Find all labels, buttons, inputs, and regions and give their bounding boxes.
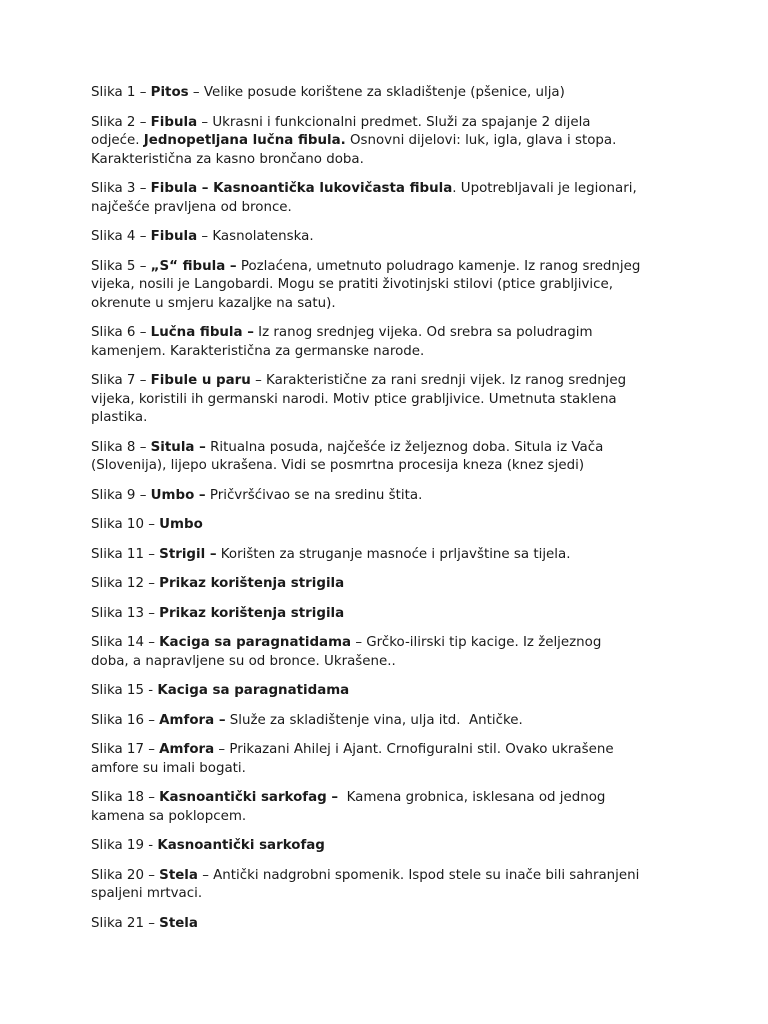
entry-slika-12 — [91, 575, 691, 594]
term: Kasnoantički sarkofag – — [159, 790, 339, 805]
term: Amfora – — [159, 712, 226, 728]
text-run: Slika 11 – — [91, 546, 160, 562]
term: Amfora — [159, 742, 215, 757]
text-run: Iz ranog srednjeg vijeka. Od srebra sa poludragim kamenjem. Karakteristična za germanske narode. — [91, 325, 593, 359]
text-run: Slika 18 – — [91, 790, 160, 805]
text-run: Slika 14 – — [91, 635, 160, 650]
text-run: Slika 12 – — [91, 576, 160, 591]
text-run: – Karakteristične za rani srednji vijek. Iz ranog srednjeg vijeka, koristili ih germanski narodi. Motiv ptice grabljivice. Umetnuta staklena plastika. — [91, 373, 627, 425]
text-run: Slika 19 - — [91, 838, 158, 853]
text-run: – Grčko-ilirski tip kacige. Iz željeznog doba, a napravljene su od bronce. Ukrašene.. — [91, 635, 602, 669]
text-run: Slika 5 – — [91, 258, 151, 274]
text-run: Osnovni dijelovi: luk, igla, glava i stopa. Karakteristična za kasno brončano doba. — [91, 133, 617, 167]
text-run: Korišten za struganje masnoće i prljavštine sa tijela. — [216, 546, 571, 562]
text-run: Pozlaćena, umetnuto poludrago kamenje. Iz ranog srednjeg vijeka, nosili je Langobardi. Mogu se pratiti životinjski stilovi (ptice grabljivice, okrenute u smjeru kazaljke na satu). — [91, 258, 641, 311]
entry-slika-17 — [91, 741, 691, 778]
entry-slika-1 — [91, 84, 691, 103]
entry-slika-8 — [91, 439, 691, 476]
text-run: – Ukrasni i funkcionalni predmet. Služi za spajanje 2 dijela odjeće. — [91, 114, 591, 148]
term: Fibula – Kasnoantička lukovičasta fibula — [150, 181, 453, 196]
document-page — [91, 84, 691, 944]
text-run: Slika 2 – — [91, 114, 151, 130]
text-run: . Upotrebljavali je legionari, najčešće pravljena od bronce. — [91, 181, 637, 215]
term: Situla – — [150, 439, 206, 455]
text-run: – Velike posude korištene za skladištenje (pšenice, ulja) — [188, 85, 565, 100]
text-run: Slika 10 – — [91, 517, 160, 532]
entry-slika-18 — [91, 789, 691, 826]
entry-slika-10 — [91, 516, 691, 535]
text-run: Slika 17 – — [91, 742, 160, 757]
term: Strigil – — [159, 546, 217, 562]
entry-slika-14 — [91, 634, 691, 671]
text-run: Slika 15 - — [91, 683, 158, 698]
text-run: Slika 13 – — [91, 605, 160, 621]
entry-slika-3 — [91, 180, 691, 217]
text-run: Slika 1 – — [91, 85, 151, 100]
term: Prikaz korištenja strigila — [159, 576, 345, 591]
text-run: Slika 4 – — [91, 229, 151, 244]
text-run: – Prikazani Ahilej i Ajant. Crnofiguralni stil. Ovako ukrašene amfore su imali bogati. — [91, 742, 614, 776]
text-run: Služe za skladištenje vina, ulja itd. Antičke. — [225, 712, 523, 728]
term: Pitos — [150, 85, 189, 100]
term: Lučna fibula – — [150, 325, 254, 340]
term: Fibule u paru — [150, 373, 251, 388]
term: Stela — [159, 915, 198, 931]
text-run: Slika 7 – — [91, 373, 151, 388]
entry-slika-2 — [91, 114, 691, 170]
text-run: Slika 6 – — [91, 325, 151, 340]
entry-slika-19 — [91, 837, 691, 856]
term: Stela — [159, 867, 198, 883]
entry-slika-15 — [91, 682, 691, 701]
entry-slika-16 — [91, 712, 691, 731]
term: Fibula — [150, 114, 198, 130]
entry-slika-11 — [91, 546, 691, 565]
term: Kaciga sa paragnatidama — [159, 635, 352, 650]
text-run: Slika 9 – — [91, 487, 151, 503]
text-run: Slika 8 – — [91, 439, 151, 455]
entry-slika-5 — [91, 258, 691, 314]
entry-slika-20 — [91, 867, 691, 904]
entry-slika-6 — [91, 324, 691, 361]
text-run: – Kasnolatenska. — [197, 229, 314, 244]
text-run: Slika 16 – — [91, 712, 160, 728]
text-run: Slika 21 – — [91, 915, 160, 931]
term: Kaciga sa paragnatidama — [157, 683, 350, 698]
text-run: Ritualna posuda, najčešće iz željeznog doba. Situla iz Vača (Slovenija), lijepo ukrašena. Vidi se posmrtna procesija kneza (knez sjedi) — [91, 439, 604, 473]
text-run: Pričvršćivao se na sredinu štita. — [205, 487, 423, 503]
text-run: Slika 20 – — [91, 867, 160, 883]
term: „S“ fibula – — [150, 258, 237, 274]
term: Fibula — [150, 229, 198, 244]
term: Kasnoantički sarkofag — [157, 838, 325, 853]
term: Jednopetljana lučna fibula. — [143, 133, 346, 148]
entry-slika-9 — [91, 487, 691, 506]
term: Umbo – — [150, 487, 206, 503]
term: Prikaz korištenja strigila — [159, 605, 345, 621]
text-run: Slika 3 – — [91, 181, 151, 196]
entry-slika-4 — [91, 228, 691, 247]
entry-slika-13 — [91, 605, 691, 624]
text-run: – Antički nadgrobni spomenik. Ispod stele su inače bili sahranjeni spaljeni mrtvaci. — [91, 867, 640, 901]
entry-slika-21 — [91, 915, 691, 934]
text-run: Kamena grobnica, isklesana od jednog kamena sa poklopcem. — [91, 790, 606, 824]
term: Umbo — [159, 517, 203, 532]
entry-slika-7 — [91, 372, 691, 428]
